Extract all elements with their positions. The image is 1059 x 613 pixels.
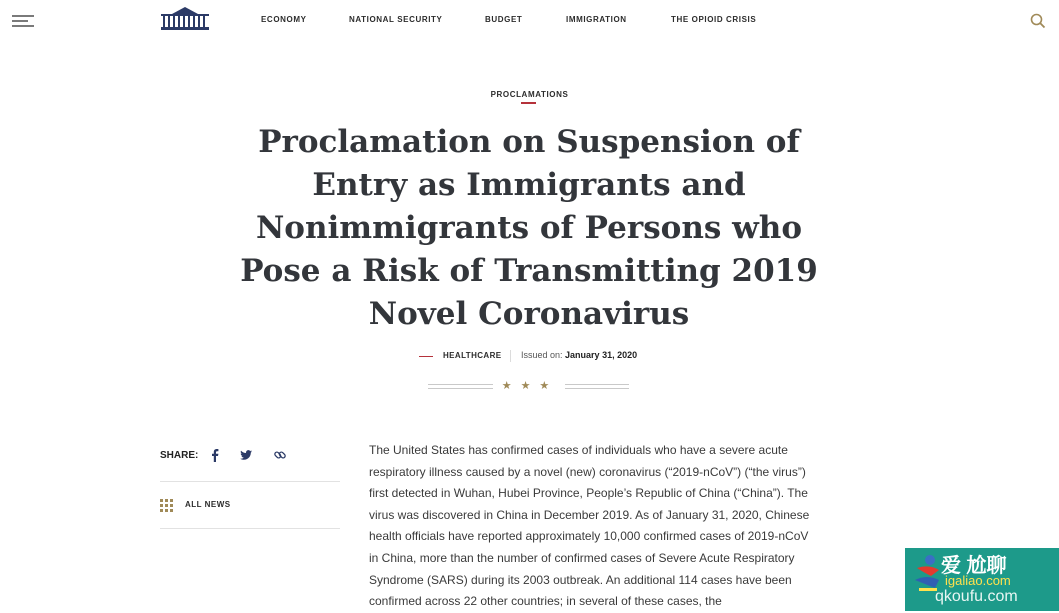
nav-opioid-crisis[interactable]: THE OPIOID CRISIS xyxy=(671,15,757,24)
all-news-link[interactable] xyxy=(160,499,340,513)
nav-national-security[interactable]: NATIONAL SECURITY xyxy=(349,15,443,24)
article-meta xyxy=(0,350,1059,362)
link-icon[interactable] xyxy=(273,448,287,462)
star-divider-icon: ★★★ xyxy=(501,380,559,392)
site-header xyxy=(0,0,1059,42)
grid-icon xyxy=(160,499,173,512)
share-label: SHARE: xyxy=(160,450,199,461)
share-bar xyxy=(160,450,340,470)
divider-left xyxy=(428,384,493,389)
sidebar-rule-top xyxy=(160,481,340,482)
search-icon[interactable] xyxy=(1030,13,1046,29)
issued-date-value: January 31, 2020 xyxy=(565,350,638,360)
issued-date xyxy=(521,350,637,360)
page-title: Proclamation on Suspension of Entry as Immigrants and Nonimmigrants of Persons who Pose a Risk of Transmitting 2019 Novel Coronavirus xyxy=(240,124,818,332)
meta-separator xyxy=(510,350,511,362)
watermark-title: 爱 尬聊 xyxy=(941,555,1007,577)
category-underline xyxy=(521,102,536,104)
main-nav xyxy=(0,15,1059,29)
issue-tag[interactable]: HEALTHCARE xyxy=(443,351,502,360)
watermark-url: igaliao.com xyxy=(945,573,1011,588)
watermark-url-2: qkoufu.com xyxy=(935,588,1018,605)
facebook-icon[interactable] xyxy=(208,448,222,462)
nav-budget[interactable]: BUDGET xyxy=(485,15,523,24)
nav-economy[interactable]: ECONOMY xyxy=(261,15,307,24)
watermark-badge xyxy=(905,548,1059,611)
article-body: The United States has confirmed cases of individuals who have a severe acute respiratory illness caused by a novel (new) coronavirus (“2019-nCoV”) (“the virus”) first detected in Wuhan, Hubei Province, People’s Republic of China (“China”). The virus was discovered in China in December 2019. As of January 31, 2020, Chinese health officials have reported approximately 10,000 confirmed cases of 2019-nCoV in China, more than the number of confirmed cases of Severe Acute Respiratory Syndrome (SARS) during its 2003 outbreak. An additional 114 cases have been confirmed across 22 other countries; in several of these cases, the xyxy=(369,443,810,609)
tag-dash xyxy=(419,356,433,357)
twitter-icon[interactable] xyxy=(239,448,253,462)
issued-label: Issued on: xyxy=(521,350,563,360)
sidebar-rule-bottom xyxy=(160,528,340,529)
article-category[interactable]: PROCLAMATIONS xyxy=(490,90,569,99)
all-news-label: ALL NEWS xyxy=(185,500,231,509)
divider-right xyxy=(565,384,629,389)
nav-immigration[interactable]: IMMIGRATION xyxy=(566,15,627,24)
